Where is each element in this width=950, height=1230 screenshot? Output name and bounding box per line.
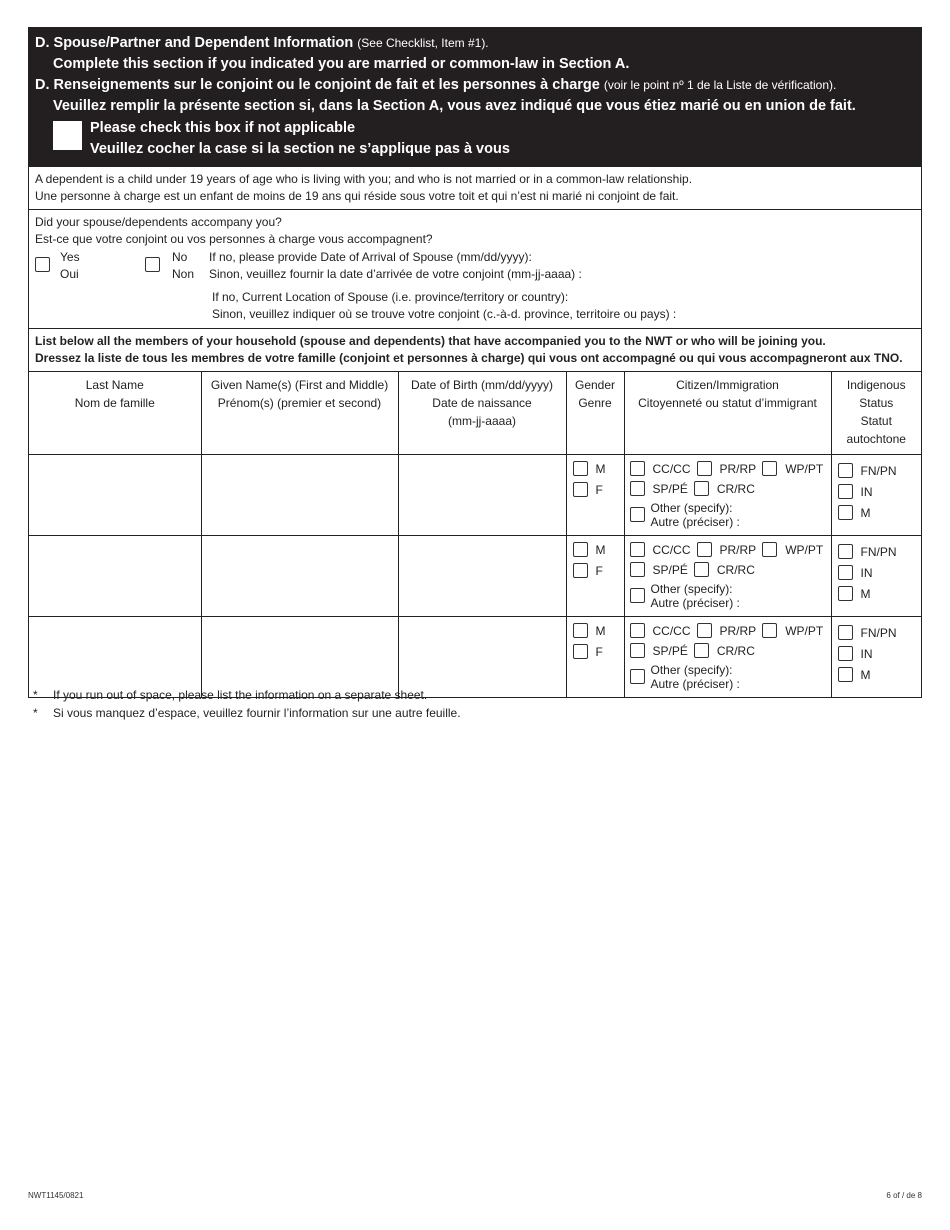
checkbox[interactable] — [630, 461, 645, 476]
other-label-en: Other (specify): — [650, 663, 733, 677]
option-label: WP/PT — [785, 623, 824, 638]
col-ind-2: Status — [859, 396, 894, 410]
footnote-en — [33, 686, 461, 704]
household-list-intro — [29, 328, 921, 371]
last-name-input[interactable] — [29, 617, 201, 698]
table-header-row — [29, 372, 921, 455]
checkbox[interactable] — [694, 643, 709, 658]
checkbox[interactable] — [697, 542, 712, 557]
footnote-fr — [33, 704, 461, 722]
household-members-table — [29, 371, 921, 697]
cr-option[interactable] — [694, 562, 755, 577]
checkbox[interactable] — [762, 542, 777, 557]
cr-option[interactable] — [694, 481, 755, 496]
col-ind-1: Indigenous — [846, 378, 906, 392]
gender-f-option[interactable] — [573, 644, 624, 659]
other-option[interactable] — [630, 501, 831, 529]
checkbox[interactable] — [694, 562, 709, 577]
checkbox[interactable] — [630, 481, 645, 496]
gender-cell — [566, 536, 624, 617]
cc-option[interactable] — [630, 461, 691, 476]
option-label: FN/PN — [860, 625, 897, 640]
other-label-en: Other (specify): — [650, 582, 733, 596]
gender-m-option[interactable] — [573, 623, 624, 638]
gender-cell — [566, 617, 624, 698]
yes-option[interactable] — [35, 249, 145, 283]
pr-option[interactable] — [697, 542, 757, 557]
col-indigenous-status — [831, 372, 921, 455]
no-label-fr: Non — [172, 267, 195, 281]
option-label: CC/CC — [652, 461, 691, 476]
wp-option[interactable] — [762, 542, 823, 557]
sp-option[interactable] — [630, 643, 688, 658]
checkbox[interactable] — [838, 586, 853, 601]
option-label: CR/RC — [716, 562, 755, 577]
col-last-name — [29, 372, 201, 455]
option-label: IN — [860, 565, 873, 580]
option-label: PR/RP — [719, 542, 757, 557]
option-label: PR/RP — [719, 461, 757, 476]
not-applicable-row — [35, 118, 915, 160]
spouse-dependent-section — [28, 27, 922, 698]
cc-option[interactable] — [630, 623, 691, 638]
gender-f-option[interactable] — [573, 563, 624, 578]
col-ind-4: autochtone — [846, 432, 906, 446]
checkbox[interactable] — [697, 461, 712, 476]
definition-en: A dependent is a child under 19 years of age who is living with you; and who is not married or in a common-law relationship. — [35, 172, 693, 186]
checkbox[interactable] — [838, 667, 853, 682]
option-label: IN — [860, 646, 873, 661]
checkbox[interactable] — [630, 588, 645, 603]
checkbox[interactable] — [838, 565, 853, 580]
asterisk: * — [33, 688, 38, 702]
wp-option[interactable] — [762, 623, 823, 638]
option-label: CR/RC — [716, 643, 755, 658]
option-label: M — [595, 623, 606, 638]
table-row — [29, 617, 921, 698]
spouse-location-label-en: If no, Current Location of Spouse (i.e. province/territory or country): — [212, 290, 569, 304]
last-name-input[interactable] — [29, 536, 201, 617]
checkbox[interactable] — [573, 482, 588, 497]
other-label-en: Other (specify): — [650, 501, 733, 515]
citizenship-cell — [624, 455, 831, 536]
not-applicable-label-fr: Veuillez cocher la case si la section ne s’applique pas à vous — [90, 141, 510, 157]
other-option[interactable] — [630, 663, 831, 691]
form-id: NWT1145/0821 — [28, 1191, 84, 1200]
no-option[interactable] — [145, 249, 209, 283]
accompany-question-fr: Est-ce que votre conjoint ou vos personnes à charge vous accompagnent? — [35, 232, 433, 246]
col-gender-fr: Genre — [578, 396, 612, 410]
option-label: F — [595, 644, 603, 659]
section-header — [29, 28, 921, 166]
option-label: FN/PN — [860, 544, 897, 559]
fn-option[interactable] — [838, 544, 922, 559]
checkbox[interactable] — [762, 461, 777, 476]
accompany-question-en: Did your spouse/dependents accompany you? — [35, 215, 282, 229]
col-given-fr: Prénom(s) (premier et second) — [217, 396, 382, 410]
in-option[interactable] — [838, 565, 922, 580]
fn-option[interactable] — [838, 625, 922, 640]
col-dob-fr: Date de naissance — [432, 396, 532, 410]
instruction-en: Complete this section if you indicated you are married or common-law in Section A. — [53, 56, 630, 72]
col-last-name-en: Last Name — [85, 378, 144, 392]
spouse-location-field[interactable] — [212, 289, 915, 323]
col-given-names — [201, 372, 398, 455]
page-number: 6 of / de 8 — [886, 1191, 922, 1200]
option-label: CR/RC — [716, 481, 755, 496]
checkbox[interactable] — [838, 646, 853, 661]
in-option[interactable] — [838, 484, 922, 499]
checkbox[interactable] — [694, 481, 709, 496]
yes-checkbox[interactable] — [35, 257, 50, 272]
checkbox[interactable] — [573, 644, 588, 659]
option-label: SP/PÉ — [652, 643, 688, 658]
checkbox[interactable] — [630, 562, 645, 577]
option-label: M — [595, 542, 606, 557]
indigenous-cell — [831, 455, 921, 536]
checkbox[interactable] — [838, 463, 853, 478]
checkbox[interactable] — [573, 542, 588, 557]
col-citizenship-en: Citizen/Immigration — [676, 378, 779, 392]
option-label: M — [595, 461, 606, 476]
option-label: CC/CC — [652, 542, 691, 557]
checklist-ref-fr: (voir le point nº 1 de la Liste de vérification). — [603, 78, 837, 92]
accompany-section — [29, 209, 921, 328]
option-label: SP/PÉ — [652, 562, 688, 577]
option-label: M — [860, 505, 871, 520]
date-of-birth-input[interactable] — [398, 455, 566, 536]
footnote-fr-text: Si vous manquez d’espace, veuillez fournir l’information sur une autre feuille. — [53, 706, 461, 720]
other-labels — [651, 663, 740, 691]
table-row — [29, 536, 921, 617]
col-dob-en: Date of Birth (mm/dd/yyyy) — [410, 378, 554, 392]
checkbox[interactable] — [838, 505, 853, 520]
indigenous-cell — [831, 617, 921, 698]
checklist-ref-en: (See Checklist, Item #1). — [357, 36, 489, 50]
date-of-birth-input[interactable] — [398, 536, 566, 617]
date-of-birth-input[interactable] — [398, 617, 566, 698]
col-last-name-fr: Nom de famille — [74, 396, 155, 410]
dependent-definition — [29, 166, 921, 209]
not-applicable-checkbox[interactable] — [53, 121, 82, 150]
option-label: FN/PN — [860, 463, 897, 478]
not-applicable-labels — [90, 118, 510, 160]
gender-f-option[interactable] — [573, 482, 624, 497]
option-label: M — [860, 586, 871, 601]
not-applicable-label-en: Please check this box if not applicable — [90, 120, 356, 136]
yes-labels — [60, 249, 80, 283]
checkbox[interactable] — [838, 484, 853, 499]
checkbox[interactable] — [838, 544, 853, 559]
given-names-input[interactable] — [201, 455, 398, 536]
pr-option[interactable] — [697, 623, 757, 638]
list-intro-fr: Dressez la liste de tous les membres de votre famille (conjoint et personnes à charge) qui vous ont accompagné ou qui vous accompagneront aux TNO. — [35, 351, 903, 365]
other-labels — [651, 501, 740, 529]
title-fr: D. Renseignements sur le conjoint ou le conjoint de fait et les personnes à charge — [35, 77, 600, 93]
yes-label-en: Yes — [60, 250, 80, 264]
footnote-en-text: If you run out of space, please list the information on a separate sheet. — [53, 688, 428, 702]
cc-option[interactable] — [630, 542, 691, 557]
arrival-date-label-en: If no, please provide Date of Arrival of Spouse (mm/dd/yyyy): — [209, 250, 532, 264]
gender-cell — [566, 455, 624, 536]
col-dob-format: (mm-jj-aaaa) — [447, 414, 516, 428]
m-option[interactable] — [838, 505, 922, 520]
checkbox[interactable] — [697, 623, 712, 638]
checkbox[interactable] — [630, 669, 645, 684]
option-label: F — [595, 482, 603, 497]
col-ind-3: Statut — [860, 414, 892, 428]
checkbox[interactable] — [630, 542, 645, 557]
citizenship-cell — [624, 617, 831, 698]
other-label-fr: Autre (préciser) : — [650, 515, 740, 529]
citizenship-cell — [624, 536, 831, 617]
option-label: M — [860, 667, 871, 682]
given-names-input[interactable] — [201, 536, 398, 617]
spouse-location-label-fr: Sinon, veuillez indiquer où se trouve votre conjoint (c.-à-d. province, territoire ou pays) : — [212, 307, 677, 321]
col-date-of-birth — [398, 372, 566, 455]
in-option[interactable] — [838, 646, 922, 661]
checkbox[interactable] — [573, 461, 588, 476]
list-intro-en: List below all the members of your household (spouse and dependents) that have accompanied you to the NWT or who will be joining you. — [35, 334, 826, 348]
given-names-input[interactable] — [201, 617, 398, 698]
yes-label-fr: Oui — [60, 267, 79, 281]
checkbox[interactable] — [573, 623, 588, 638]
other-label-fr: Autre (préciser) : — [650, 596, 740, 610]
last-name-input[interactable] — [29, 455, 201, 536]
asterisk: * — [33, 706, 38, 720]
no-checkbox[interactable] — [145, 257, 160, 272]
pr-option[interactable] — [697, 461, 757, 476]
option-label: F — [595, 563, 603, 578]
title-en: D. Spouse/Partner and Dependent Information — [35, 35, 354, 51]
sp-option[interactable] — [630, 562, 688, 577]
option-label: SP/PÉ — [652, 481, 688, 496]
col-gender — [566, 372, 624, 455]
section-title-en — [35, 33, 915, 54]
col-citizenship-fr: Citoyenneté ou statut d’immigrant — [638, 396, 817, 410]
arrival-date-field[interactable] — [209, 249, 582, 283]
m-option[interactable] — [838, 586, 922, 601]
footnotes — [33, 686, 461, 722]
wp-option[interactable] — [762, 461, 823, 476]
sp-option[interactable] — [630, 481, 688, 496]
cr-option[interactable] — [694, 643, 755, 658]
fn-option[interactable] — [838, 463, 922, 478]
accompany-answer-row — [35, 249, 915, 283]
option-label: IN — [860, 484, 873, 499]
checkbox[interactable] — [630, 623, 645, 638]
option-label: CC/CC — [652, 623, 691, 638]
table-row — [29, 455, 921, 536]
checkbox[interactable] — [762, 623, 777, 638]
checkbox[interactable] — [573, 563, 588, 578]
gender-m-option[interactable] — [573, 461, 624, 476]
checkbox[interactable] — [630, 643, 645, 658]
arrival-date-label-fr: Sinon, veuillez fournir la date d’arrivée de votre conjoint (mm-jj-aaaa) : — [209, 267, 582, 281]
no-labels — [170, 249, 194, 283]
option-label: PR/RP — [719, 623, 757, 638]
other-label-fr: Autre (préciser) : — [650, 677, 740, 691]
option-label: WP/PT — [785, 542, 824, 557]
gender-m-option[interactable] — [573, 542, 624, 557]
col-citizenship — [624, 372, 831, 455]
section-title-fr — [35, 75, 915, 96]
checkbox[interactable] — [630, 507, 645, 522]
col-given-en: Given Name(s) (First and Middle) — [210, 378, 389, 392]
col-gender-en: Gender — [574, 378, 616, 392]
no-label-en: No — [172, 250, 188, 264]
definition-fr: Une personne à charge est un enfant de moins de 19 ans qui réside sous votre toit et qui n’est ni marié ni conjoint de fait. — [35, 189, 679, 203]
checkbox[interactable] — [838, 625, 853, 640]
option-label: WP/PT — [785, 461, 824, 476]
m-option[interactable] — [838, 667, 922, 682]
other-labels — [651, 582, 740, 610]
indigenous-cell — [831, 536, 921, 617]
instruction-fr: Veuillez remplir la présente section si, dans la Section A, vous avez indiqué que vous étiez marié ou en union de fait. — [53, 98, 856, 114]
other-option[interactable] — [630, 582, 831, 610]
